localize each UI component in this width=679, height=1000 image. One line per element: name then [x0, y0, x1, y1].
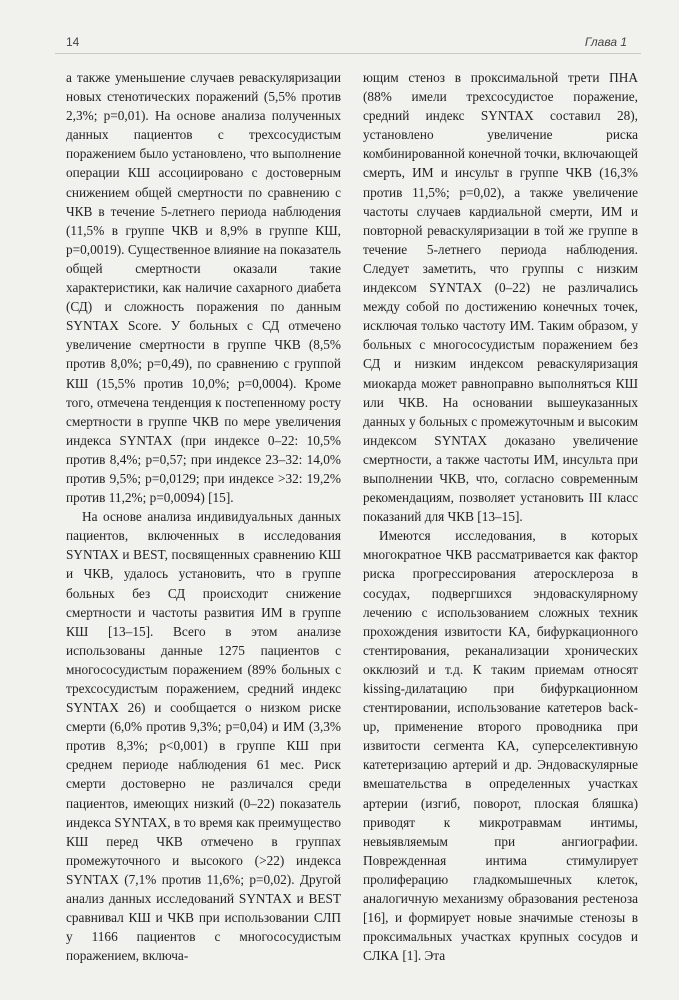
right-paragraph-2: Имеются исследования, в которых многократное ЧКВ рассматривается как фактор риска прогрессирования атеросклероза в сосудах, подвергшихся эндоваскулярному лечению с использованием сложных техник прохождения извитости КА, бифуркационного стентирования, реканализации хронических окклюзий и т.д. К таким приемам относят kissing-дилатацию при бифуркационном стентировании, использование катетеров back-up, применение второго проводника при извитости сегмента КА, суперселективную катетеризацию артерий и др. Эндоваскулярные вмешательства в определенных участках артерии (изгиб, поворот, плоская бляшка) приводят к микротравмам интимы, невыявляемым при ангиографии. Поврежденная интима стимулирует пролиферацию гладкомышечных клеток, аналогичную механизму образования рестеноза [16], и формирует новые значимые стенозы в проксимальных участках крупных сосудов и СЛКА [1]. Эта — [363, 528, 638, 964]
left-paragraph-2: На основе анализа индивидуальных данных пациентов, включенных в исследования SYNTAX и BEST, посвященных сравнению КШ и ЧКВ, удалось установить, что в группе больных без СД происходит снижение смертности и частоты развития ИМ в группе КШ [13–15]. Всего в этом анализе использованы данные 1275 пациентов с многососудистым поражением (89% больных с трехсосудистым поражением, средний индекс SYNTAX 26) и сообщается о низком риске смерти (6,0% против 9,3%; p=0,04) и ИМ (3,3% против 8,3%; p<0,001) в группе КШ при среднем периоде наблюдения 61 мес. Риск смерти достоверно не различался среди пациентов, имеющих низкий (0–22) показатель индекса SYNTAX, в то время как преимущество КШ перед ЧКВ отмечено в группах промежуточного и высокого (>22) индекса SYNTAX (7,1% против 11,6%; p=0,02). Другой анализ данных исследований SYNTAX и BEST сравнивал КШ и ЧКВ при использовании СЛП у 1166 пациентов с многососудистым поражением, включа- — [66, 509, 341, 964]
right-paragraph-1: ющим стеноз в проксимальной трети ПНА (88% имели трехсосудистое поражение, средний индекс SYNTAX составил 28), установлено увеличение риска комбинированной конечной точки, включающей смерть, ИМ и инсульт в группе ЧКВ (16,3% против 11,5%; p=0,02), а также увеличение частоты случаев кардиальной смерти, ИМ и повторной реваскуляризации в той же группе в течение 5-летнего периода наблюдения. Следует заметить, что группы с низким индексом SYNTAX (0–22) не различались между собой по достижению конечных точек, исключая только частоту ИМ. Таким образом, у больных с многососудистым поражением без СД и низким индексом реваскуляризация миокарда может равноправно выполняться КШ или ЧКВ. На основании вышеуказанных данных у больных с промежуточным и высоким индексом SYNTAX доказано увеличение смертности, а также частоты ИМ, инсульта при выполнении ЧКВ, что, согласно современным рекомендациям, позволяет установить III класс показаний для ЧКВ [13–15]. — [363, 70, 638, 525]
page-header — [66, 31, 627, 53]
chapter-title: Глава 1 — [584, 35, 627, 49]
right-column — [363, 68, 638, 965]
left-paragraph-1: а также уменьшение случаев реваскуляризации новых стенотических поражений (5,5% против 2,3%; p=0,01). На основе анализа полученных данных пациентов с трехсосудистым поражением было установлено, что выполнение операции КШ ассоциировано с достоверным снижением общей смертности по сравнению с ЧКВ в течение 5-летнего периода наблюдения (11,5% в группе ЧКВ и 8,9% в группе КШ, p=0,0019). Существенное влияние на показатель общей смертности оказали такие характеристики, как наличие сахарного диабета (СД) и сложность поражения по данным SYNTAX Score. У больных с СД отмечено увеличение смертности в группе ЧКВ (8,5% против 8,0%; p=0,49), по сравнению с группой КШ (15,5% против 10,0%; p=0,0004). Кроме того, отмечена тенденция к постепенному росту смертности в группе ЧКВ по мере увеличения индекса SYNTAX (при индексе 0–22: 10,5% против 8,4%; p=0,57; при индексе 23–32: 14,0% против 9,5%; p=0,0129; при индексе >32: 19,2% против 11,2%; p=0,0094) [15]. — [66, 70, 341, 506]
header-rule — [55, 53, 641, 54]
left-column — [66, 68, 341, 965]
page-number: 14 — [66, 35, 80, 49]
